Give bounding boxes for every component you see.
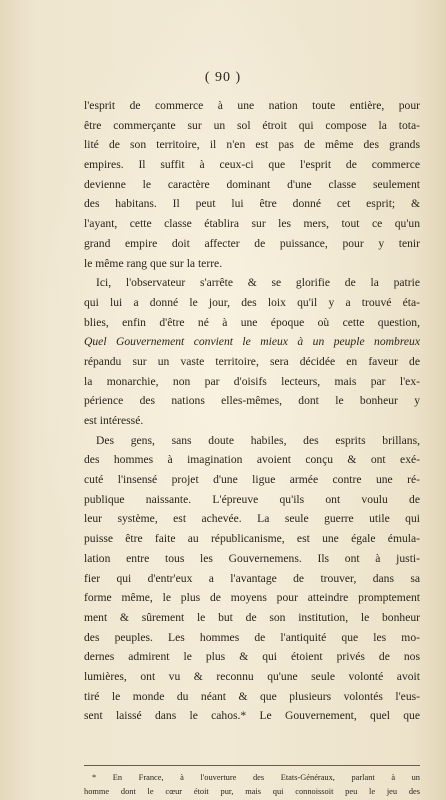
- text-line: devienne le caractère dominant d'une classe seulement: [84, 177, 420, 191]
- text-line: grand empire doit affecter de puissance, pour y tenir: [84, 236, 420, 250]
- text-line: sent laissé dans le cahos.* Le Gouvernement, quel que: [84, 709, 420, 723]
- text-line: lumières, ont vu & reconnu qu'une seule volonté avoit: [84, 669, 420, 683]
- text-line: lité de son territoire, il n'en est pas de même des grands: [84, 138, 420, 152]
- text-line: cuté l'insensé projet d'une ligue armée contre une ré-: [84, 473, 420, 487]
- text-line: publique naissante. L'épreuve qu'ils ont voulu de: [84, 492, 420, 506]
- text-line: lation entre tous les Gouvernemens. Ils ont à justi-: [84, 551, 420, 565]
- text-line: empires. Il suffit à ceux-ci que l'esprit de commerce: [84, 158, 420, 172]
- text-line: la monarchie, non par d'oisifs lecteurs, mais par l'ex-: [84, 374, 420, 388]
- paragraph-start-line: Des gens, sans doute habiles, des esprits brillans,: [96, 433, 420, 447]
- footnote: [84, 771, 420, 799]
- italic-question-line: Quel Gouvernement convient le mieux à un peuple nombreux: [84, 335, 420, 349]
- text-line: des hommes à imagination avoient conçu & ont exé-: [84, 453, 420, 467]
- footnote-line: homme dont le cœur étoit pur, mais qui connoissoit peu le jeu des: [84, 787, 420, 796]
- text-line: puisse être faite au républicanisme, est une égale émula-: [84, 532, 420, 546]
- text-line: qui lui a donné le jour, des loix qu'il y a trouvé éta-: [84, 295, 420, 309]
- paragraph-start-line: Ici, l'observateur s'arrête & se glorifie de la patrie: [96, 276, 420, 290]
- text-line: des peuples. Les hommes de l'antiquité que les mo-: [84, 630, 420, 644]
- text-line: être commerçante sur un sol étroit qui compose la tota-: [84, 118, 420, 132]
- body-text: [84, 96, 420, 726]
- text-line: périence des nations elles-mêmes, dont le bonheur y: [84, 394, 420, 408]
- text-line: l'esprit de commerce à une nation toute entière, pour: [84, 99, 420, 112]
- text-line: tiré le monde du néant & que plusieurs volontés l'eus-: [84, 689, 420, 703]
- text-line: des habitans. Il peut lui être donné cet esprit; &: [84, 197, 420, 211]
- text-line: forme même, le plus de moyens pour atteindre promptement: [84, 591, 420, 605]
- footnote-line: * En France, à l'ouverture des Etats-Généraux, parlant à un: [92, 773, 420, 782]
- text-line: répandu sur un vaste territoire, sera décidée en faveur de: [84, 354, 420, 368]
- footnote-divider: [84, 765, 420, 766]
- text-line: leur système, est achevée. La seule guerre utile qui: [84, 512, 420, 526]
- text-line: le même rang que sur la terre.: [84, 256, 223, 270]
- text-line: blies, enfin d'être né à une époque où cette question,: [84, 315, 420, 329]
- page-number: ( 90 ): [204, 70, 242, 85]
- text-line: fier qui d'entr'eux a l'avantage de trouver, dans sa: [84, 571, 420, 585]
- text-line: ment & sûrement le but de son institution, le bonheur: [84, 610, 420, 624]
- text-line: dernes admirent le plus & qui étoient privés de nos: [84, 650, 420, 664]
- text-line: est intéressé.: [84, 414, 144, 427]
- text-line: l'ayant, cette classe établira sur les mers, tout ce qu'un: [84, 217, 420, 231]
